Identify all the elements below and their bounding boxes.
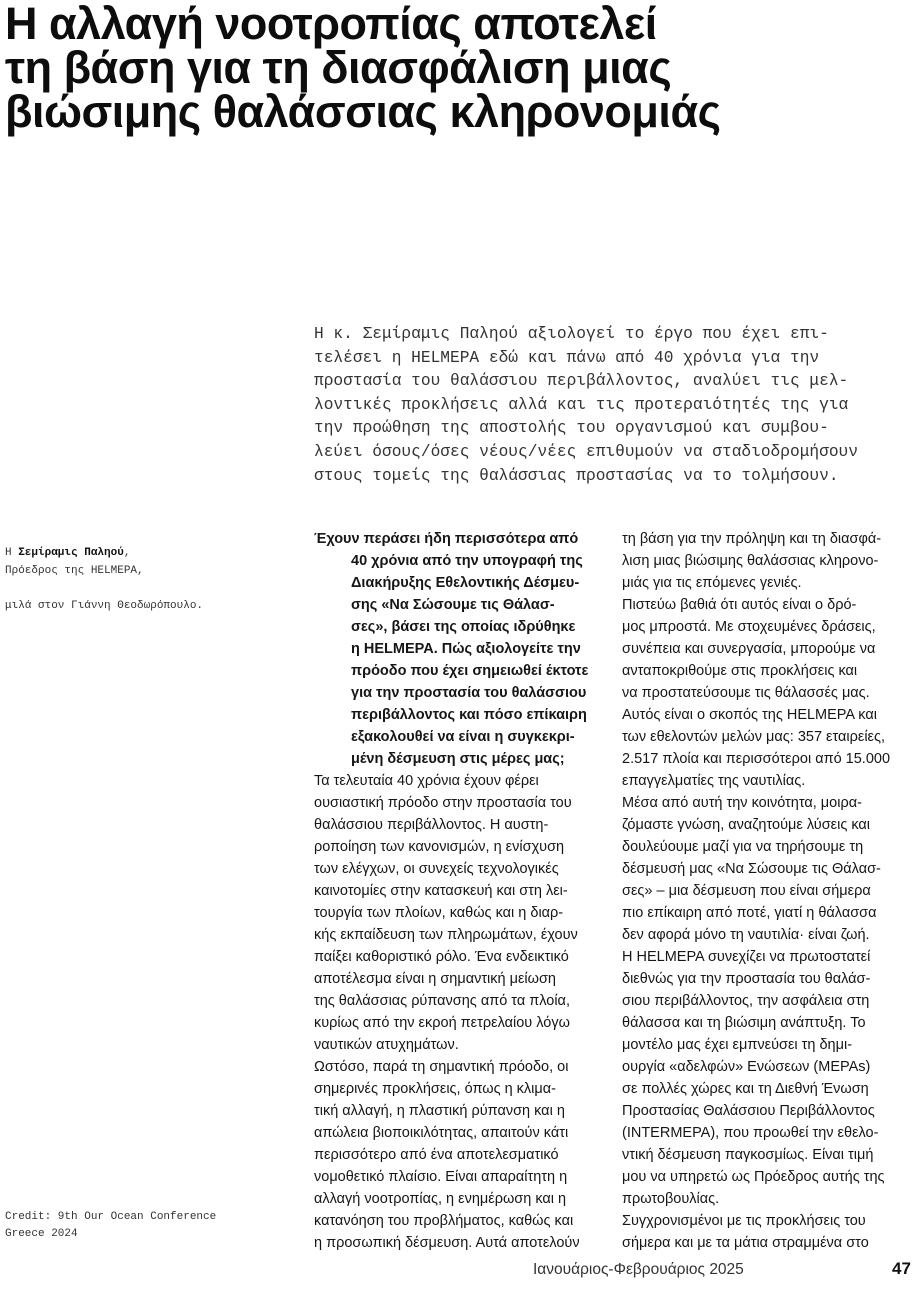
body-line: δεν αφορά μόνο τη ναυτιλία· είναι ζωή. xyxy=(622,927,870,943)
body-line: σημερινές προκλήσεις, όπως η κλιμα- xyxy=(314,1081,556,1097)
body-line: σες» – μια δέσμευση που είναι σήμερα xyxy=(622,883,871,899)
body-line: ροποίηση των κανονισμών, η ενίσχυση xyxy=(314,839,565,855)
body-line: Πιστεύω βαθιά ότι αυτός είναι ο δρό- xyxy=(622,597,857,613)
credit-line: Credit: 9th Our Ocean Conference xyxy=(5,1211,217,1223)
body-line: η προσωπική δέσμευση. Αυτά αποτελούν xyxy=(314,1235,580,1251)
question-line: 40 χρόνια από την υπογραφή της xyxy=(351,553,583,569)
photo-credit xyxy=(5,1209,295,1243)
body-line: καινοτομίες στην κατασκευή και στη λει- xyxy=(314,883,568,899)
credit-line: Greece 2024 xyxy=(5,1228,78,1240)
body-line: (INTERMEPA), που προωθεί την εθελο- xyxy=(622,1125,879,1141)
body-line: 2.517 πλοία και περισσότεροι από 15.000 xyxy=(622,751,891,767)
footer-issue-date: Ιανουάριος-Φεβρουάριος 2025 xyxy=(533,1261,744,1278)
lead-line: λεύει όσους/όσες νέους/νέες επιθυμούν να σταδιοδρομήσουν xyxy=(314,442,858,461)
question-line: Έχουν περάσει ήδη περισσότερα από xyxy=(314,531,579,547)
body-line: Ωστόσο, παρά τη σημαντική πρόοδο, οι xyxy=(314,1059,569,1075)
body-line: διεθνώς για την προστασία του θαλάσ- xyxy=(622,971,871,987)
body-line: θάλασσα και τη βιώσιμη ανάπτυξη. Το xyxy=(622,1015,866,1031)
article-title xyxy=(5,0,905,137)
body-line: παίξει καθοριστικό ρόλο. Ένα ενδεικτικό xyxy=(314,949,569,965)
body-line: νομοθετικό πλαίσιο. Είναι απαραίτητη η xyxy=(314,1169,568,1185)
body-line: ντική δέσμευση παγκοσμίως. Είναι τιμή xyxy=(622,1147,874,1163)
body-line: των εθελοντών μελών μας: 357 εταιρείες, xyxy=(622,729,886,745)
body-line: σιου περιβάλλοντος, την ασφάλεια στη xyxy=(622,993,870,1009)
body-line: αλλαγή νοοτροπίας, η ενημέρωση και η xyxy=(314,1191,567,1207)
body-line: ανταποκριθούμε στις προκλήσεις και xyxy=(622,663,858,679)
body-line: σε πολλές χώρες και τη Διεθνή Ένωση xyxy=(622,1081,869,1097)
body-line: ναυτικών ατυχημάτων. xyxy=(314,1037,459,1053)
body-line: μοντέλο μας έχει εμπνεύσει τη δημι- xyxy=(622,1037,853,1053)
body-line: της θαλάσσιας ρύπανσης από τα πλοία, xyxy=(314,993,570,1009)
title-line: τη βάση για τη διασφάλιση μιας xyxy=(5,42,672,93)
body-line: Τα τελευταία 40 χρόνια έχουν φέρει xyxy=(314,773,539,789)
byline xyxy=(5,544,295,615)
interview-question xyxy=(314,528,609,770)
question-line: μένη δέσμευση στις μέρες μας; xyxy=(351,751,565,767)
body-line: σήμερα και με τα μάτια στραμμένα στο xyxy=(622,1235,869,1251)
title-line: Η αλλαγή νοοτροπίας αποτελεί xyxy=(5,0,657,49)
body-line: δουλεύουμε μαζί για να τηρήσουμε τη xyxy=(622,839,864,855)
body-line: Προστασίας Θαλάσσιου Περιβάλλοντος xyxy=(622,1103,875,1119)
byline-prefix: Η xyxy=(5,547,19,559)
body-line: τουργία των πλοίων, καθώς και η διαρ- xyxy=(314,905,564,921)
body-line: ουργία «αδελφών» Ενώσεων (MEPAs) xyxy=(622,1059,871,1075)
byline-name: Σεμίραμις Παληού xyxy=(18,547,124,559)
body-line: Αυτός είναι ο σκοπός της HELMEPA και xyxy=(622,707,877,723)
body-line: επαγγελματίες της ναυτιλίας. xyxy=(622,773,806,789)
body-line: κυρίως από την εκροή πετρελαίου λόγω xyxy=(314,1015,570,1031)
body-line: ουσιαστική πρόοδο στην προστασία του xyxy=(314,795,572,811)
lead-line: προστασία του θαλάσσιου περιβάλλοντος, αναλύει τις μελ- xyxy=(314,372,849,391)
title-line: βιώσιμης θαλάσσιας κληρονομιάς xyxy=(5,86,721,137)
body-line: Μέσα από αυτή την κοινότητα, μοιρα- xyxy=(622,795,862,811)
question-line: σης «Να Σώσουμε τις Θάλασ- xyxy=(351,597,555,613)
lead-line: στους τομείς της θαλάσσιας προστασίας να το τολμήσουν. xyxy=(314,466,839,485)
page-number: 47 xyxy=(892,1259,911,1278)
question-line: περιβάλλοντος και πόσο επίκαιρη xyxy=(351,707,587,723)
lead-line: Η κ. Σεμίραμις Παληού αξιολογεί το έργο που έχει επι- xyxy=(314,325,829,343)
body-line: τη βάση για την πρόληψη και τη διασφά- xyxy=(622,531,882,547)
lead-line: λοντικές προκλήσεις αλλά και τις προτεραιότητές της για xyxy=(314,395,849,414)
body-line: κατανόηση του προβλήματος, καθώς και xyxy=(314,1213,574,1229)
body-line: αποτέλεσμα είναι η σημαντική μείωση xyxy=(314,971,556,987)
body-line: θαλάσσιου περιβάλλοντος. Η αυστη- xyxy=(314,817,549,833)
lead-line: την προώθηση της αποστολής του οργανισμού και συμβου- xyxy=(314,419,829,438)
body-line: απώλεια βιοποικιλότητας, απαιτούν κάτι xyxy=(314,1125,569,1141)
body-line: πιο επίκαιρη από ποτέ, γιατί η θάλασσα xyxy=(622,905,877,921)
question-line: εξακολουθεί να είναι η συγκεκρι- xyxy=(351,729,575,745)
body-line: πρωτοβουλίας. xyxy=(622,1191,720,1207)
body-line: μου να υπηρετώ ως Πρόεδρος αυτής της xyxy=(622,1169,885,1185)
body-line: ζόμαστε γνώση, αναζητούμε λύσεις και xyxy=(622,817,871,833)
body-line: μιάς για τις επόμενες γενιές. xyxy=(622,575,802,591)
body-column-2 xyxy=(622,528,914,1254)
body-line: των ελέγχων, οι συνεχείς τεχνολογικές xyxy=(314,861,559,877)
body-line: κής εκπαίδευση των πληρωμάτων, έχουν xyxy=(314,927,578,943)
lead-paragraph xyxy=(314,323,914,488)
question-line: για την προστασία του θαλάσσιου xyxy=(351,685,587,701)
body-line: Συγχρονισμένοι με τις προκλήσεις του xyxy=(622,1213,866,1229)
question-line: η HELMEPA. Πώς αξιολογείτε την xyxy=(351,641,581,657)
lead-line: τελέσει η HELMEPA εδώ και πάνω από 40 χρόνια για την xyxy=(314,348,820,367)
byline-name-suffix: , xyxy=(123,547,131,559)
byline-interviewer: μιλά στον Γιάννη Θεοδωρόπουλο. xyxy=(5,600,204,612)
byline-name-line xyxy=(5,544,295,562)
question-line: Διακήρυξης Εθελοντικής Δέσμευ- xyxy=(351,575,580,591)
body-column-1 xyxy=(314,528,609,1254)
body-line: περισσότερο από ένα αποτελεσματικό xyxy=(314,1147,559,1163)
question-line: σες», βάσει της οποίας ιδρύθηκε xyxy=(351,619,576,635)
body-line: συνέπεια και συνεργασία, μπορούμε να xyxy=(622,641,876,657)
question-line: πρόοδο που έχει σημειωθεί έκτοτε xyxy=(351,663,589,679)
body-line: Η HELMEPA συνεχίζει να πρωτοστατεί xyxy=(622,949,871,965)
answer-text xyxy=(314,770,609,1254)
body-line: να προστατεύσουμε τις θάλασσές μας. xyxy=(622,685,870,701)
body-line: μος μπροστά. Με στοχευμένες δράσεις, xyxy=(622,619,876,635)
body-line: λιση μιας βιώσιμης θαλάσσιας κληρονο- xyxy=(622,553,879,569)
body-line: τική αλλαγή, η πλαστική ρύπανση και η xyxy=(314,1103,565,1119)
byline-role: Πρόεδρος της HELMEPA, xyxy=(5,565,144,577)
body-line: δέσμευσή μας «Να Σώσουμε τις Θάλασ- xyxy=(622,861,881,877)
